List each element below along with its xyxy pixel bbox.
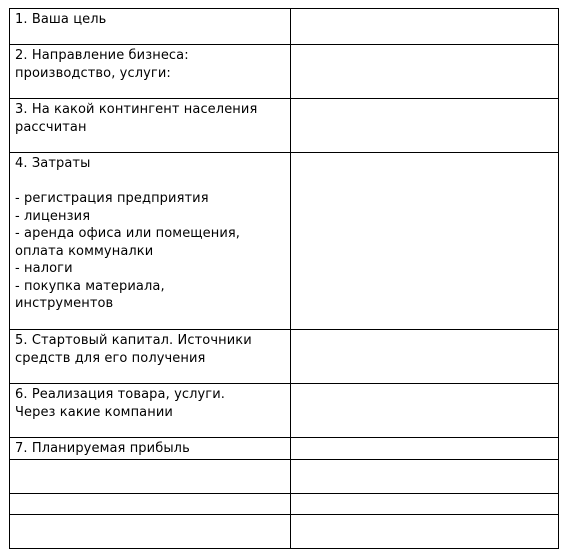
question-label: 6. Реализация товара, услуги. Через какие компании [15, 387, 226, 420]
answer-cell [291, 494, 559, 515]
table-row [10, 494, 559, 515]
answer-cell [291, 153, 559, 330]
answer-value [291, 99, 558, 101]
question-label: 4. Затраты - регистрация предприятия - лицензия - аренда офиса или помещения, оплата коммуналки - налоги - покупка материала, инструментов [15, 156, 241, 311]
question-cell [10, 494, 291, 515]
answer-value [291, 460, 558, 462]
question-cell [10, 153, 291, 330]
business-plan-table [9, 8, 559, 549]
table-row [10, 438, 559, 460]
question-label: 1. Ваша цель [15, 12, 107, 27]
answer-value [291, 494, 558, 496]
question-cell [10, 384, 291, 438]
question-cell [10, 438, 291, 460]
question-cell [10, 45, 291, 99]
table-row [10, 384, 559, 438]
question-label: 5. Стартовый капитал. Источники средств для его получения [15, 333, 252, 366]
table-row [10, 9, 559, 45]
answer-cell [291, 515, 559, 549]
answer-value [291, 384, 558, 386]
answer-value [291, 153, 558, 155]
answer-value [291, 9, 558, 11]
answer-value [291, 515, 558, 517]
question-label [10, 460, 290, 462]
answer-value [291, 438, 558, 440]
question-label [10, 515, 290, 517]
question-label: 2. Направление бизнеса: производство, услуги: [15, 48, 189, 81]
answer-cell [291, 45, 559, 99]
table-row [10, 45, 559, 99]
question-cell [10, 460, 291, 494]
table-row [10, 330, 559, 384]
answer-cell [291, 384, 559, 438]
question-cell [10, 99, 291, 153]
question-cell [10, 515, 291, 549]
answer-cell [291, 438, 559, 460]
answer-cell [291, 460, 559, 494]
table-row [10, 515, 559, 549]
answer-cell [291, 99, 559, 153]
table-row [10, 99, 559, 153]
question-label [10, 494, 290, 496]
answer-value [291, 330, 558, 332]
answer-value [291, 45, 558, 47]
question-label: 3. На какой контингент населения рассчитан [15, 102, 258, 135]
answer-cell [291, 330, 559, 384]
table-row [10, 153, 559, 330]
question-cell [10, 330, 291, 384]
question-cell [10, 9, 291, 45]
table-row [10, 460, 559, 494]
question-label: 7. Планируемая прибыль [15, 441, 190, 456]
answer-cell [291, 9, 559, 45]
